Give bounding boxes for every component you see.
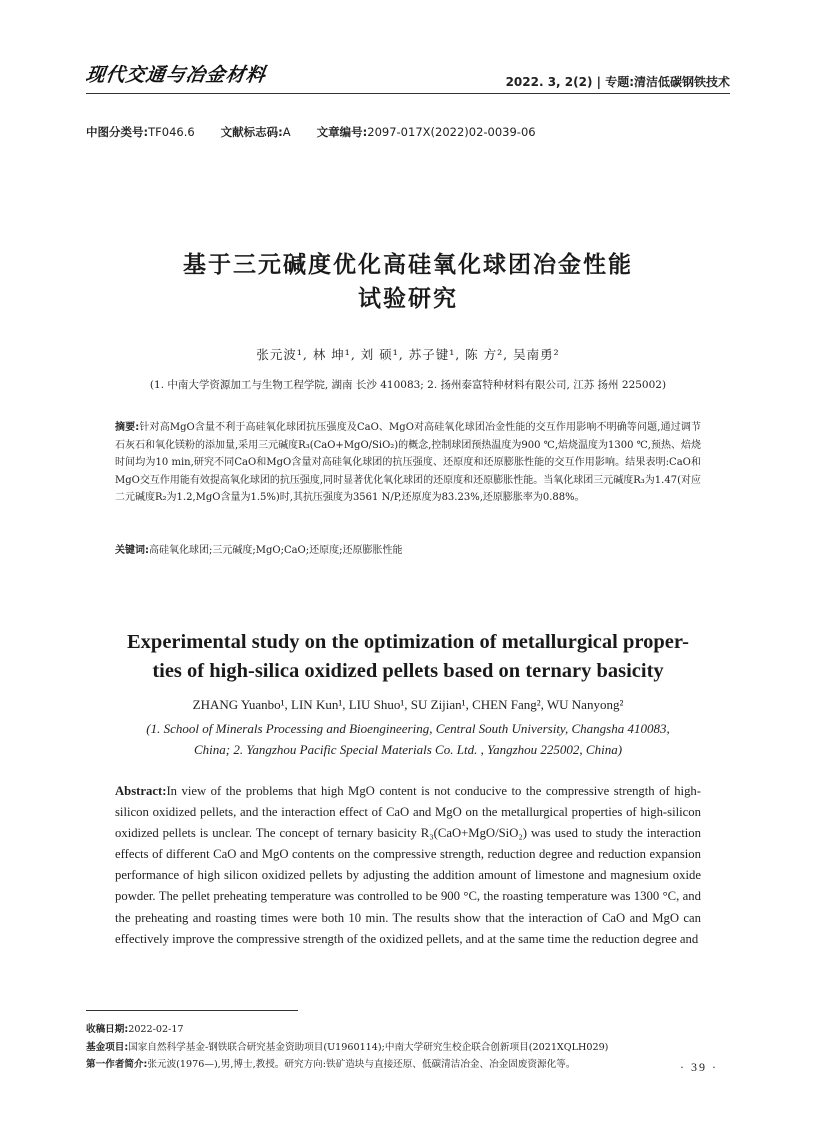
chinese-title bbox=[86, 248, 730, 316]
header-divider bbox=[86, 93, 730, 94]
received-label: 收稿日期: bbox=[86, 1024, 129, 1035]
english-affiliation bbox=[86, 718, 730, 760]
received-value: 2022-02-17 bbox=[128, 1024, 184, 1035]
clc-value: TF046.6 bbox=[148, 125, 195, 139]
english-title-line-1: Experimental study on the optimization of metallurgical proper- bbox=[127, 631, 689, 653]
fund-value: 国家自然科学基金-钢铁联合研究基金资助项目(U1960114);中南大学研究生校企联合创新项目(2021XQLH029) bbox=[128, 1041, 609, 1053]
chinese-abstract bbox=[115, 419, 701, 507]
received-date bbox=[86, 1021, 730, 1039]
chinese-keywords-label: 关键词: bbox=[115, 545, 149, 556]
english-title bbox=[86, 628, 730, 686]
article-no-label: 文章编号: bbox=[316, 125, 368, 139]
page-number: · 39 · bbox=[680, 1060, 718, 1074]
first-author-bio bbox=[86, 1056, 730, 1074]
classification-line bbox=[86, 124, 536, 140]
doc-code-value: A bbox=[282, 125, 291, 139]
english-title-line-2: ties of high-silica oxidized pellets based on ternary basicity bbox=[152, 660, 664, 682]
chinese-affiliation: (1. 中南大学资源加工与生物工程学院, 湖南 长沙 410083; 2. 扬州泰富特种材料有限公司, 江苏 扬州 225002) bbox=[149, 379, 667, 391]
chinese-authors: 张元波¹, 林 坤¹, 刘 硕¹, 苏子键¹, 陈 方², 吴南勇² bbox=[256, 347, 560, 362]
footnotes bbox=[86, 1021, 730, 1074]
author-bio-label: 第一作者简介: bbox=[86, 1059, 148, 1070]
footnote-divider bbox=[86, 1010, 298, 1011]
chinese-keywords bbox=[115, 541, 701, 556]
chinese-keywords-text: 高硅氧化球团;三元碱度;MgO;CaO;还原度;还原膨胀性能 bbox=[149, 545, 403, 556]
english-authors: ZHANG Yuanbo¹, LIN Kun¹, LIU Shuo¹, SU Zijian¹, CHEN Fang², WU Nanyong² bbox=[192, 697, 624, 712]
article-no-value: 2097-017X(2022)02-0039-06 bbox=[367, 125, 536, 139]
fund-info bbox=[86, 1039, 730, 1057]
chinese-abstract-label: 摘要: bbox=[115, 422, 140, 433]
english-affiliation-line-2: China; 2. Yangzhou Pacific Special Materials Co. Ltd. , Yangzhou 225002, China) bbox=[193, 742, 623, 757]
author-bio-value: 张元波(1976—),男,博士,教授。研究方向:铁矿造块与直接还原、低碳清洁冶金、冶金固废资源化等。 bbox=[147, 1059, 576, 1070]
english-affiliation-line-1: (1. School of Minerals Processing and Bioengineering, Central South University, Changsha 410083, bbox=[146, 721, 670, 736]
chinese-abstract-text: 针对高MgO含量不利于高硅氧化球团抗压强度及CaO、MgO对高硅氧化球团冶金性能的交互作用影响不明确等问题,通过调节石灰石和氧化镁粉的添加量,采用三元碱度R₃(CaO+MgO/SiO₂)的概念,控制球团预热温度为900 ℃,焙烧温度为1300 ℃,预热、焙烧时间均为10 min,研究不同CaO和MgO含量对高硅氧化球团的抗压强度、还原度和还原膨胀性能的交互作用影响。结果表明:CaO和MgO交互作用能有效提高氧化球团的抗压强度,同时显著优化氧化球团的还原度和还原膨胀性能。当氧化球团三元碱度R₃为1.47(对应二元碱度R₂为1.2,MgO含量为1.5%)时,其抗压强度为3561 N/P,还原度为83.23%,还原膨胀率为0.88%。 bbox=[115, 422, 702, 503]
chinese-title-line-2: 试验研究 bbox=[358, 286, 458, 312]
english-abstract-label: Abstract: bbox=[115, 784, 167, 798]
clc-label: 中图分类号: bbox=[86, 125, 149, 139]
chinese-title-line-1: 基于三元碱度优化高硅氧化球团冶金性能 bbox=[183, 252, 633, 278]
journal-logo: 现代交通与冶金材料 bbox=[84, 64, 268, 86]
doc-code-label: 文献标志码: bbox=[220, 125, 283, 139]
fund-label: 基金项目: bbox=[86, 1041, 129, 1053]
english-abstract bbox=[115, 781, 701, 950]
english-abstract-text: In view of the problems that high MgO content is not conducive to the compressive strength of high-silicon oxidized pellets, and the interaction effect of CaO and MgO on the metallurgical properties of high-silicon oxidized pellets is unclear. The concept of ternary basicity R₃(CaO+MgO/SiO₂) was used to study the interaction effects of different CaO and MgO contents on the compressive strength, reduction degree and reduction expansion performance of high silicon oxidized pellets by adjusting the addition amount of limestone and magnesium oxide powder. The pellet preheating temperature was controlled to be 900 °C, the roasting temperature was 1300 °C, and the preheating and roasting times were both 10 min. The results show that the interaction of CaO and MgO can effectively improve the compressive strength of the oxidized pellets, and at the same time the reduction degree and bbox=[115, 784, 701, 946]
issue-topic: 2022. 3, 2(2) | 专题:清洁低碳钢铁技术 bbox=[505, 75, 730, 89]
